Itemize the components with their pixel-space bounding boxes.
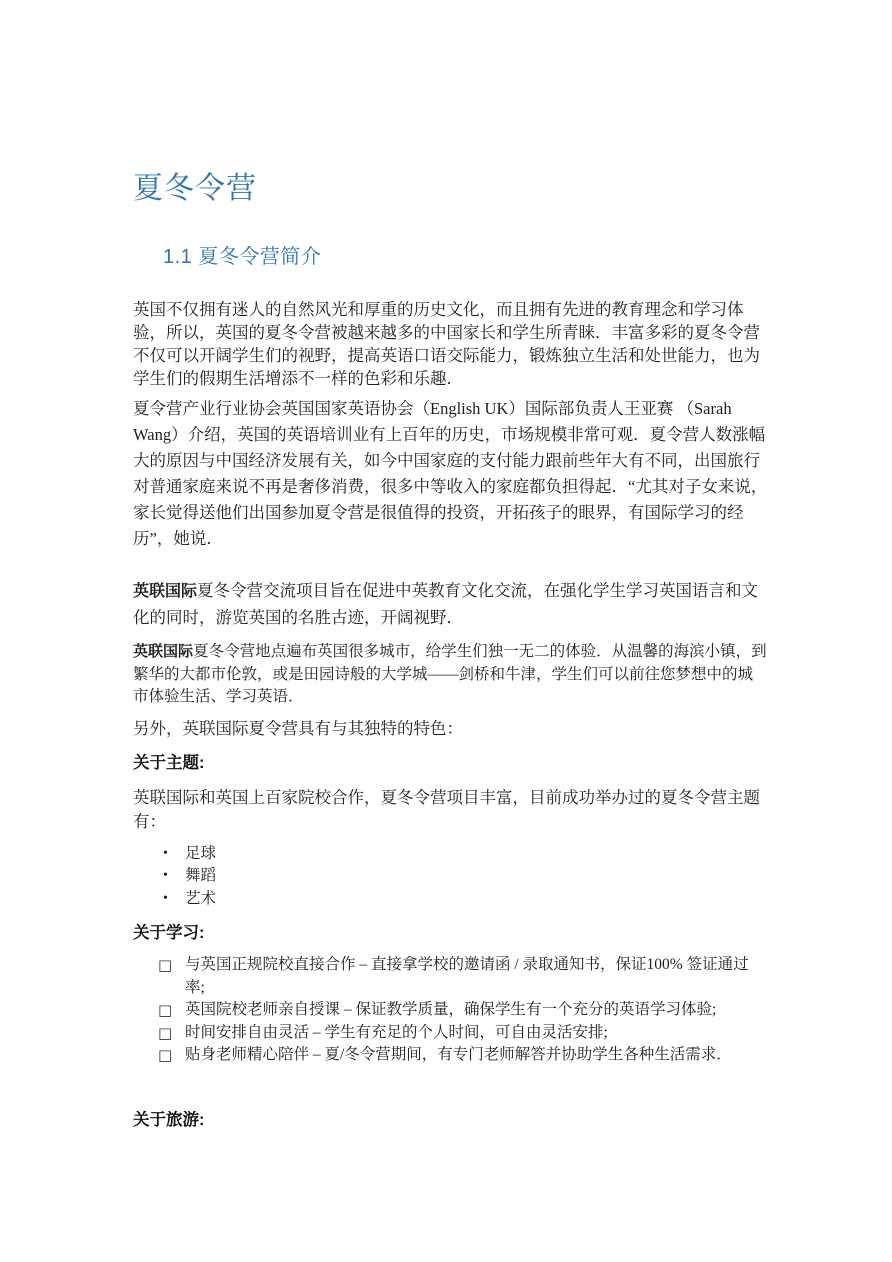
paragraph-locations — [133, 641, 768, 709]
paragraph-uk-intro: 英国不仅拥有迷人的自然风光和厚重的历史文化，而且拥有先进的教育理念和学习体验，所以，英国的夏冬令营被越来越多的中国家长和学生所青睐．丰富多彩的夏冬令营不仅可以开阔学生们的视野，提高英语口语交际能力，锻炼独立生活和处世能力，也为学生们的假期生活增添不一样的色彩和乐趣． — [133, 300, 760, 388]
doc-title: 夏冬令营 — [133, 172, 257, 205]
bold-brand-name: 英联国际 — [133, 583, 198, 600]
paragraph-exchange-program — [133, 578, 768, 631]
list-item — [163, 865, 768, 888]
heading-theme: 关于主题: — [133, 753, 205, 772]
heading-study: 关于学习: — [133, 924, 205, 942]
paragraph-locations-text: 夏冬令营地点遍布英国很多城市，给学生们独一无二的体验．从温馨的海滨小镇，到繁华的大都市伦敦，或是田园诗般的大学城——剑桥和牛津，学生们可以前往您梦想中的城市体验生活、学习英语． — [133, 643, 767, 705]
list-item — [158, 1044, 768, 1067]
list-item — [158, 954, 768, 999]
theme-list — [133, 843, 768, 911]
bullet-icon: • — [163, 845, 168, 861]
bold-brand-name: 英联国际 — [133, 643, 194, 660]
checkbox-icon: □ — [158, 956, 173, 974]
list-item — [163, 888, 768, 911]
paragraph-features-lead: 另外，英联国际夏令营具有与其独特的特色： — [133, 718, 463, 738]
bullet-icon: • — [163, 890, 168, 906]
theme-label: 舞蹈 — [185, 867, 217, 884]
list-item — [163, 843, 768, 866]
heading-travel: 关于旅游: — [133, 1110, 205, 1129]
section-heading: 1.1 夏冬令营简介 — [163, 246, 322, 268]
paragraph-exchange-text: 夏冬令营交流项目旨在促进中英教育文化交流，在强化学生学习英国语言和文化的同时，游览英国的名胜古迹，开阔视野． — [133, 581, 759, 627]
list-item — [158, 999, 768, 1022]
study-item-label: 时间安排自由灵活 – 学生有充足的个人时间，可自由灵活安排; — [185, 1023, 608, 1041]
study-item-label: 英国院校老师亲自授课 – 保证教学质量，确保学生有一个充分的英语学习体验; — [185, 1001, 717, 1018]
study-item-label: 贴身老师精心陪伴 – 夏/冬令营期间，有专门老师解答并协助学生各种生活需求． — [185, 1046, 732, 1063]
checkbox-icon: □ — [158, 1046, 173, 1064]
theme-label: 艺术 — [185, 889, 217, 907]
bullet-icon: • — [163, 868, 168, 883]
study-list — [133, 954, 768, 1067]
checkbox-icon: □ — [158, 1023, 173, 1042]
paragraph-theme-intro: 英联国际和英国上百家院校合作，夏冬令营项目丰富，目前成功举办过的夏冬令营主题有： — [133, 787, 760, 831]
theme-label: 足球 — [185, 844, 217, 862]
list-item — [158, 1022, 768, 1045]
study-item-label: 与英国正规院校直接合作 – 直接拿学校的邀请函 / 录取通知书，保证100% 签证通过率; — [185, 956, 749, 996]
checkbox-icon: □ — [158, 1001, 173, 1019]
paragraph-english-uk: 夏令营产业行业协会英国国家英语协会（English UK）国际部负责人王亚赛 （Sarah Wang）介绍，英国的英语培训业有上百年的历史，市场规模非常可观．夏令营人数涨幅大的原因与中国经济发展有关，如今中国家庭的支付能力跟前些年大有不同，出国旅行对普通家庭来说不再是奢侈消费，很多中等收入的家庭都负担得起．“尤其对子女来说，家长觉得送他们出国参加夏令营是很值得的投资，开拓孩子的眼界，有国际学习的经历”，她说． — [133, 399, 768, 548]
